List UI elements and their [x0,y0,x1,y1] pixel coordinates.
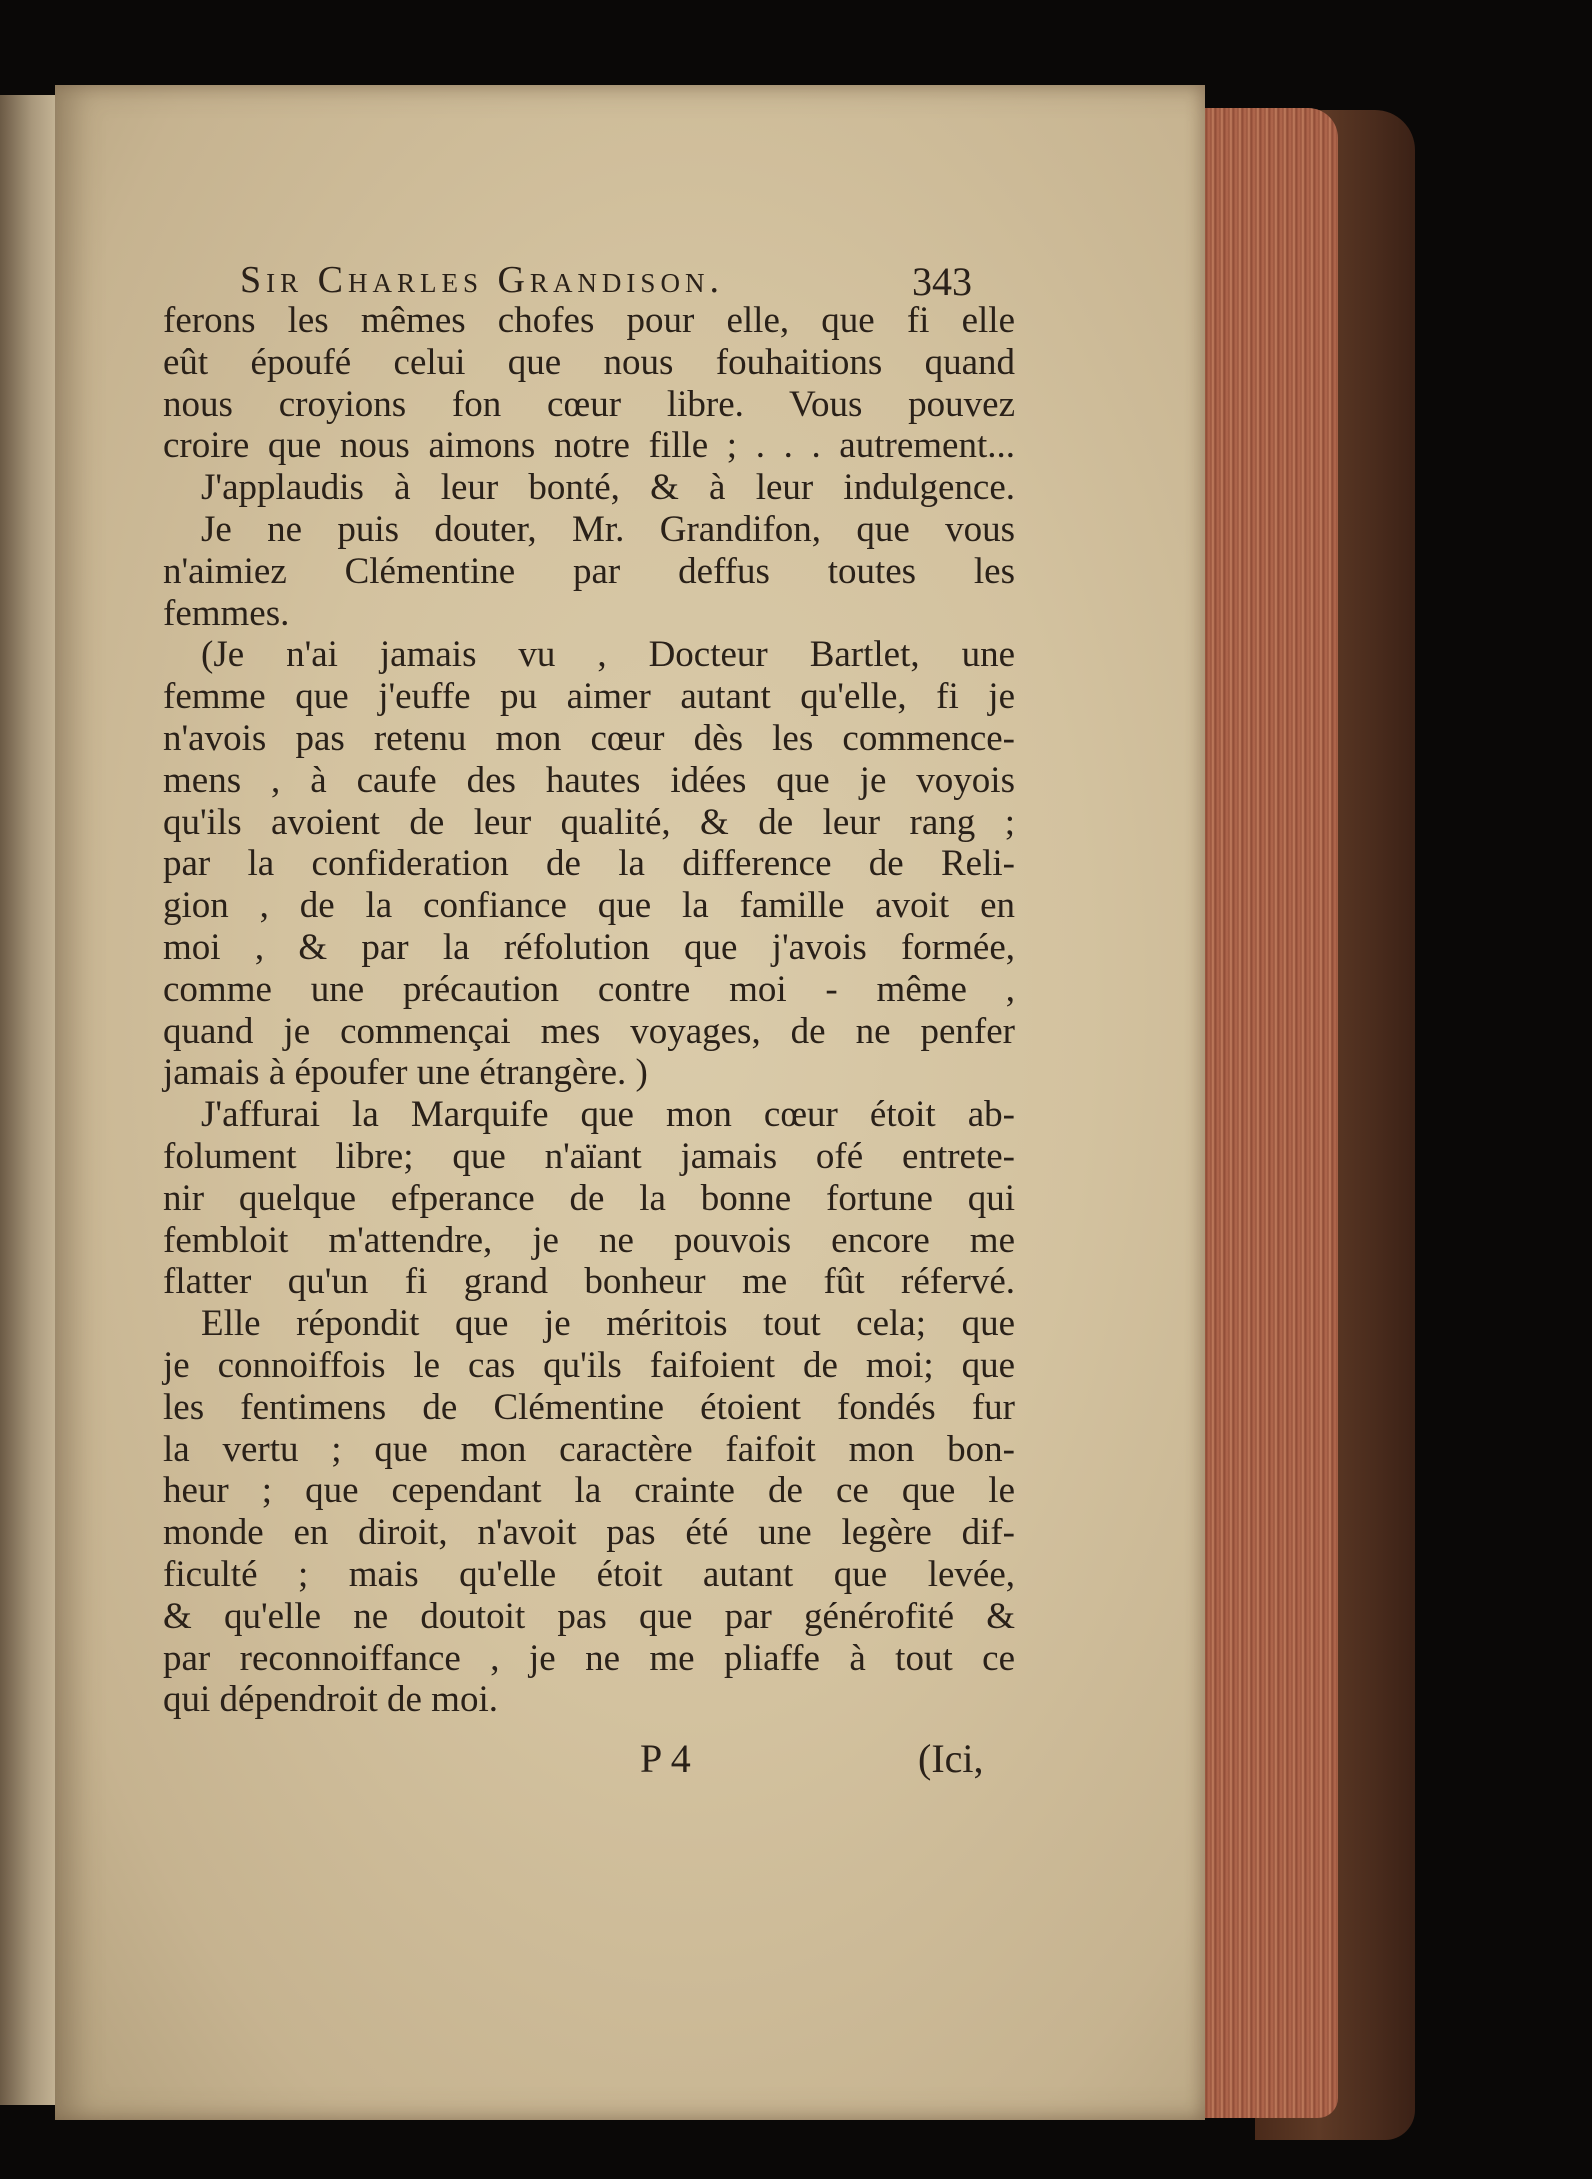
text-line: croire que nous aimons notre fille ; . . . autrement... [163,425,1015,467]
text-line: mens , à caufe des hautes idées que je voyois [163,759,1015,801]
text-line: Elle répondit que je méritois tout cela; que [201,1303,1015,1345]
text-line: J'affurai la Marquife que mon cœur étoit ab- [201,1094,1015,1136]
text-line: n'avois pas retenu mon cœur dès les commence- [163,717,1015,759]
page-block-edges [1188,108,1338,2118]
text-line: quand je commençai mes voyages, de ne penfer [163,1010,1015,1052]
text-line: ferons les mêmes chofes pour elle, que fi elle [163,300,1015,341]
page-number: 343 [912,259,972,304]
catchword: (Ici, [918,1736,984,1781]
body-text [163,300,1015,1721]
text-line: Je ne puis douter, Mr. Grandifon, que vous [201,508,1015,550]
text-line: comme une précaution contre moi - même , [163,968,1015,1010]
text-line: je connoiffois le cas qu'ils faifoient de moi; que [163,1344,1015,1386]
text-line: flatter qu'un fi grand bonheur me fût réfervé. [163,1261,1015,1303]
text-line: & qu'elle ne doutoit pas que par générofité & [163,1595,1015,1637]
text-line: moi , & par la réfolution que j'avois formée, [163,926,1015,968]
text-line: par la confideration de la difference de Reli- [163,843,1015,885]
text-line: qu'ils avoient de leur qualité, & de leur rang ; [163,801,1015,843]
text-line: n'aimiez Clémentine par deffus toutes les [163,550,1015,592]
text-line: femme que j'euffe pu aimer autant qu'elle, fi je [163,676,1015,718]
text-line: (Je n'ai jamais vu , Docteur Bartlet, une [201,634,1015,676]
running-head: Sir Charles Grandison. [240,259,724,301]
text-line: la vertu ; que mon caractère faifoit mon bon- [163,1428,1015,1470]
text-line: les fentimens de Clémentine étoient fondés fur [163,1386,1015,1428]
signature-mark: P 4 [640,1736,691,1781]
text-line: heur ; que cependant la crainte de ce que le [163,1470,1015,1512]
text-line: J'applaudis à leur bonté, & à leur indulgence. [201,467,1015,509]
text-line: folument libre; que n'aïant jamais ofé entrete- [163,1135,1015,1177]
text-line: jamais à époufer une étrangère. ) [163,1052,648,1094]
text-line: qui dépendroit de moi. [163,1679,498,1721]
text-line: ficulté ; mais qu'elle étoit autant que levée, [163,1553,1015,1595]
text-line: fembloit m'attendre, je ne pouvois encore me [163,1219,1015,1261]
text-line: par reconnoiffance , je ne me pliaffe à tout ce [163,1637,1015,1679]
text-line: eût époufé celui que nous fouhaitions quand [163,341,1015,383]
text-line: monde en diroit, n'avoit pas été une legère dif- [163,1512,1015,1554]
text-line: gion , de la confiance que la famille avoit en [163,885,1015,927]
text-line: femmes. [163,592,290,634]
text-line: nous croyions fon cœur libre. Vous pouvez [163,383,1015,425]
text-line: nir quelque efperance de la bonne fortune qui [163,1177,1015,1219]
